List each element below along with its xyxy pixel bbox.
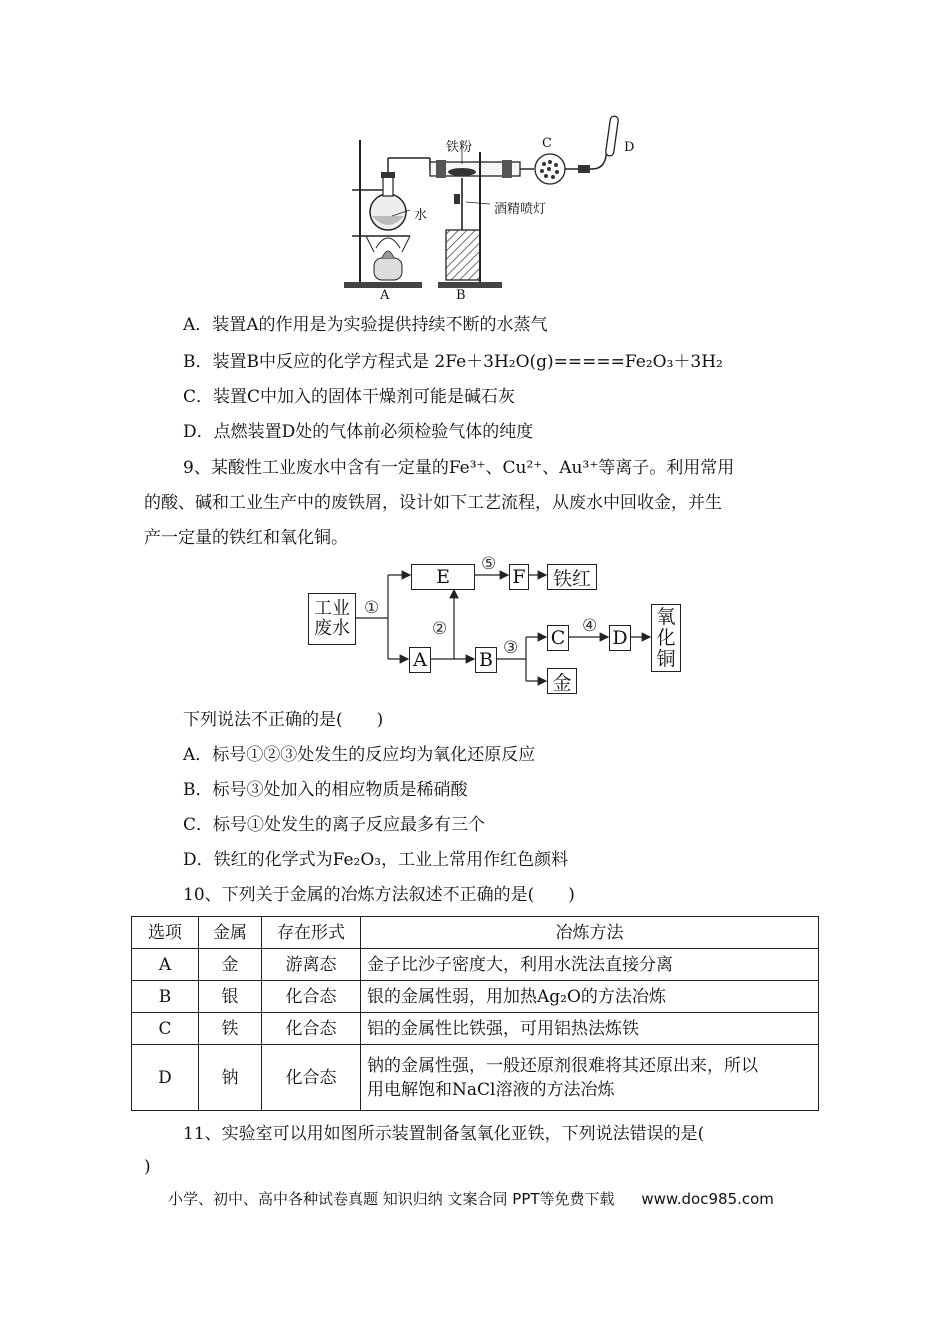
label-water: 水 bbox=[414, 208, 428, 223]
flow-box-a: A bbox=[409, 647, 431, 673]
label-c: C bbox=[542, 136, 552, 151]
table-cell: B bbox=[132, 981, 199, 1013]
q9-stem-line2: 的酸、碱和工业生产中的废铁屑，设计如下工艺流程，从废水中回收金，并生 bbox=[144, 493, 722, 513]
table-cell: 化合态 bbox=[262, 1013, 361, 1045]
flow-box-waste-water: 工业废水 bbox=[308, 593, 356, 645]
flowchart-lines bbox=[300, 555, 700, 705]
table-cell: D bbox=[132, 1045, 199, 1111]
label-alcohol-lamp: 酒精喷灯 bbox=[494, 202, 547, 217]
q11-stem-line2: ) bbox=[144, 1157, 151, 1177]
q9-question: 下列说法不正确的是( ) bbox=[183, 710, 384, 730]
flow-box-b: B bbox=[475, 647, 497, 673]
table-cell-line: 钠的金属性强，一般还原剂很难将其还原出来，所以 bbox=[367, 1055, 758, 1076]
flow-box-d: D bbox=[609, 625, 631, 651]
table-cell: 铁 bbox=[199, 1013, 262, 1045]
table-cell: 化合态 bbox=[262, 981, 361, 1013]
flow-box-gold: 金 bbox=[547, 668, 577, 694]
table-row bbox=[132, 1013, 819, 1045]
flow-box-c: C bbox=[547, 625, 569, 651]
table-header: 金属 bbox=[199, 917, 262, 949]
table-cell-line: 用电解饱和NaCl溶液的方法冶炼 bbox=[367, 1079, 615, 1100]
q8-option-c: C．装置C中加入的固体干燥剂可能是碱石灰 bbox=[183, 387, 516, 407]
q9-stem-line1: 9、某酸性工业废水中含有一定量的Fe³⁺、Cu²⁺、Au³⁺等离子。利用常用 bbox=[183, 458, 735, 478]
table-cell: A bbox=[132, 949, 199, 981]
q9-option-b: B．标号③处加入的相应物质是稀硝酸 bbox=[183, 780, 468, 800]
table-row bbox=[132, 981, 819, 1013]
table-cell: 铝的金属性比铁强，可用铝热法炼铁 bbox=[361, 1013, 819, 1045]
table-row bbox=[132, 949, 819, 981]
footer-text: 小学、初中、高中各种试卷真题 知识归纳 文案合同 PPT等免费下载 bbox=[168, 1190, 615, 1208]
table-cell: 钠 bbox=[199, 1045, 262, 1111]
flow-box-iron-red: 铁红 bbox=[547, 564, 597, 590]
flow-step-3: ③ bbox=[503, 638, 519, 658]
table-cell bbox=[361, 1045, 819, 1111]
table-header: 选项 bbox=[132, 917, 199, 949]
table-cell: 金子比沙子密度大，利用水洗法直接分离 bbox=[361, 949, 819, 981]
label-iron-powder: 铁粉 bbox=[446, 140, 473, 155]
metal-smelting-table bbox=[131, 916, 819, 1111]
label-b: B bbox=[456, 288, 466, 303]
label-d: D bbox=[624, 140, 635, 155]
page-footer bbox=[168, 1188, 774, 1209]
q9-option-a: A．标号①②③处发生的反应均为氧化还原反应 bbox=[183, 745, 536, 765]
footer-site-link[interactable]: www.doc985.com bbox=[641, 1190, 774, 1208]
flow-step-2: ② bbox=[432, 619, 448, 639]
q8-option-a: A．装置A的作用是为实验提供持续不断的水蒸气 bbox=[183, 315, 548, 335]
q9-stem-line3: 产一定量的铁红和氧化铜。 bbox=[144, 528, 348, 548]
label-a: A bbox=[380, 288, 390, 303]
table-header: 冶炼方法 bbox=[361, 917, 819, 949]
q9-option-c: C．标号①处发生的离子反应最多有三个 bbox=[183, 815, 486, 835]
q10-stem: 10、下列关于金属的冶炼方法叙述不正确的是( ) bbox=[183, 885, 575, 905]
table-header-row bbox=[132, 917, 819, 949]
table-cell: 游离态 bbox=[262, 949, 361, 981]
table-header: 存在形式 bbox=[262, 917, 361, 949]
flow-box-copper-oxide: 氧化铜 bbox=[651, 604, 681, 672]
q8-option-d: D．点燃装置D处的气体前必须检验气体的纯度 bbox=[183, 422, 534, 442]
flow-box-e: E bbox=[411, 564, 475, 590]
table-cell: 银的金属性弱，用加热Ag₂O的方法冶炼 bbox=[361, 981, 819, 1013]
q8-option-b: B．装置B中反应的化学方程式是 2Fe＋3H₂O(g)=====Fe₂O₃＋3H₂ bbox=[183, 352, 723, 372]
q9-option-d: D．铁红的化学式为Fe₂O₃，工业上常用作红色颜料 bbox=[183, 850, 569, 870]
flow-box-f: F bbox=[509, 564, 529, 590]
q11-stem-line1: 11、实验室可以用如图所示装置制备氢氧化亚铁，下列说法错误的是( bbox=[183, 1124, 705, 1144]
table-cell: 银 bbox=[199, 981, 262, 1013]
flow-step-4: ④ bbox=[582, 616, 598, 636]
flow-step-1: ① bbox=[364, 598, 380, 618]
flow-step-5: ⑤ bbox=[481, 554, 497, 574]
table-cell: C bbox=[132, 1013, 199, 1045]
table-row bbox=[132, 1045, 819, 1111]
table-cell: 化合态 bbox=[262, 1045, 361, 1111]
table-cell: 金 bbox=[199, 949, 262, 981]
